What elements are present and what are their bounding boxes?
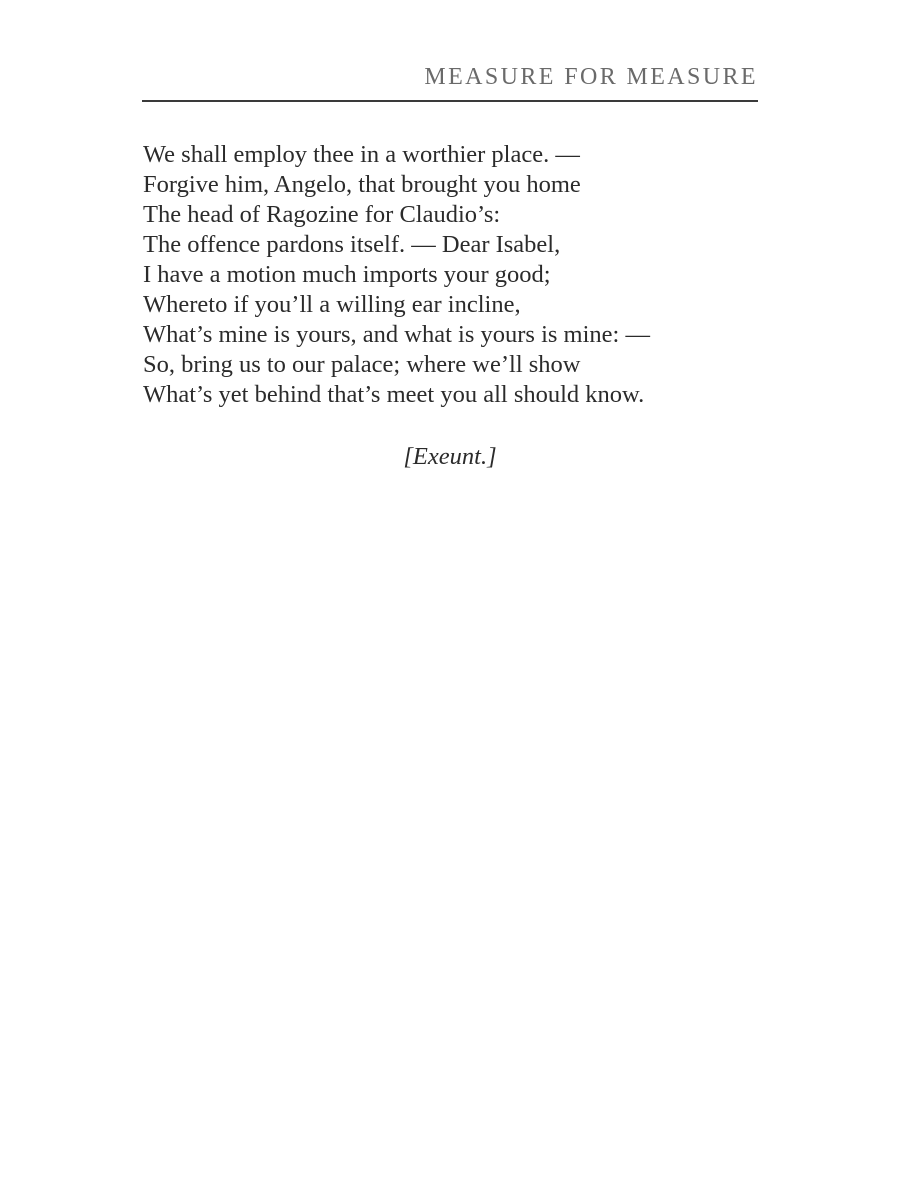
verse-block bbox=[143, 140, 783, 410]
verse-line: I have a motion much imports your good; bbox=[143, 261, 551, 288]
running-title: MEASURE FOR MEASURE bbox=[424, 64, 758, 90]
verse-line: What’s yet behind that’s meet you all should know. bbox=[143, 381, 645, 408]
verse-line: Forgive him, Angelo, that brought you home bbox=[143, 171, 581, 198]
verse-line: What’s mine is yours, and what is yours is mine: — bbox=[143, 321, 650, 348]
verse-line: Whereto if you’ll a willing ear incline, bbox=[143, 291, 521, 318]
running-header bbox=[142, 58, 758, 102]
verse-line: So, bring us to our palace; where we’ll show bbox=[143, 351, 581, 378]
verse-line: The offence pardons itself. — Dear Isabel, bbox=[143, 231, 561, 258]
stage-direction: [Exeunt.] bbox=[403, 443, 497, 470]
verse-line: The head of Ragozine for Claudio’s: bbox=[143, 201, 501, 228]
verse-line: We shall employ thee in a worthier place. — bbox=[143, 141, 580, 168]
